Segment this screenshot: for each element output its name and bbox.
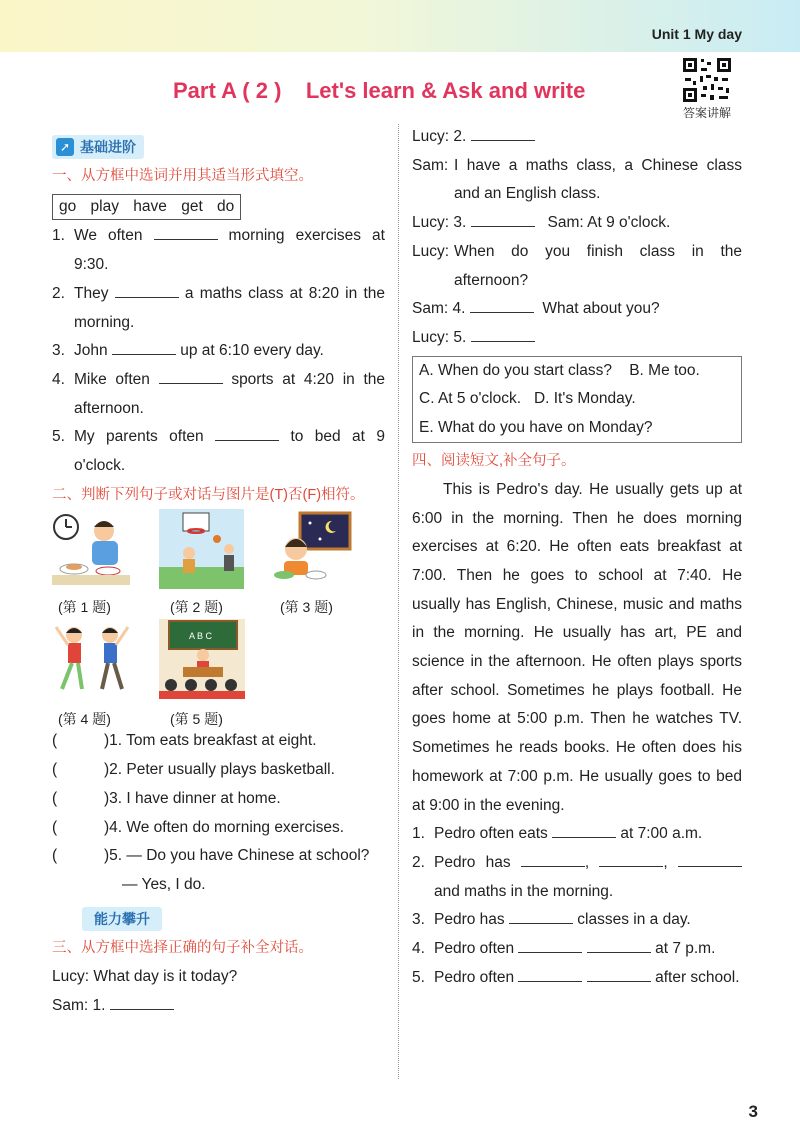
list-item: 4. Pedro often at 7 p.m. [412,935,742,964]
answer-blank[interactable] [470,297,534,313]
dialog-line: Sam: 4. What about you? [412,295,742,324]
tf-item: ( )4. We often do morning exercises. [52,814,385,843]
picture-caption: (第 2 题) [170,599,223,616]
unit-label: Unit 1 My day [651,26,742,42]
answer-blank[interactable] [115,282,179,298]
exercise-picture [52,619,134,699]
badge-advanced: 能力攀升 [82,907,162,931]
list-item: 3. Pedro has classes in a day. [412,906,742,935]
answer-blank[interactable] [471,211,535,227]
section-3-heading: 三、从方框中选择正确的句子补全对话。 [52,940,313,957]
dialog-line: Lucy: When do you finish class in the afternoon? [412,242,742,289]
answer-blank[interactable] [509,908,573,924]
answer-blank[interactable] [587,937,651,953]
section-1-heading: 一、从方框中选词并用其适当形式填空。 [52,167,313,184]
answer-blank[interactable] [518,937,582,953]
classroom-picture [159,619,245,699]
right-column [412,123,742,992]
dialog-line: Lucy: 3. Sam: At 9 o'clock. [412,209,742,238]
picture-caption: (第 1 题) [58,599,111,616]
basketball-picture [159,509,244,589]
list-item: 1. Pedro often eats at 7:00 a.m. [412,820,742,849]
left-column [52,130,385,1020]
answer-blank[interactable] [159,368,223,384]
breakfast-picture [52,509,130,589]
section-4-heading: 四、阅读短文,补全句子。 [412,453,576,470]
dialog-line: Lucy: What day is it today? [52,968,238,986]
picture-caption: (第 3 题) [280,599,333,616]
page-number: 3 [748,1102,758,1121]
answer-blank[interactable] [112,339,176,355]
section-2-heading: 二、判断下列句子或对话与图片是(T)否(F)相符。 [52,486,365,503]
answer-blank[interactable] [521,851,585,867]
answer-blank[interactable] [552,822,616,838]
tf-item: ( )2. Peter usually plays basketball. [52,756,385,785]
reading-passage: This is Pedro's day. He usually gets up at 6:00 in the morning. Then he does morning exercises at 6:20. He often eats breakfast at 7:00. Then he goes to school at 7:40. He usually has English, Chinese, music and maths in the morning. He usually has art, PE and science in the afternoon. He often plays sports after school. Sometimes he plays football. He goes home at 5:00 p.m. Then he watches TV. Sometimes he reads books. He often does his homework at 7:00 p.m. He usually goes to bed at 9:00 in the evening. [412,480,742,814]
tf-item: ( )3. I have dinner at home. [52,785,385,814]
page-title: Part A ( 2 ) Let's learn & Ask and write [173,78,586,103]
answer-blank[interactable] [471,125,535,141]
dialog-line: Lucy: 2. [412,123,742,152]
options-box [412,356,742,444]
qr-caption: 答案讲解 [682,106,731,120]
tf-item-answer: — Yes, I do. [122,875,206,893]
answer-paren[interactable]: ( [52,818,58,836]
column-divider [398,124,399,1079]
list-item: 2. Pedro has , , and maths in the morning. [412,849,742,906]
picture-caption: (第 4 题) [58,711,111,728]
option-line: A. When do you start class? B. Me too. [419,361,700,379]
option-line: E. What do you have on Monday? [419,418,653,436]
badge-basic: ➚ 基础进阶 [52,135,144,159]
answer-paren[interactable]: ( [52,732,58,750]
word-box: go play have get do [52,194,241,220]
list-item: 4. Mike often sports at 4:20 in the afternoon. [52,366,385,423]
answer-blank[interactable] [599,851,663,867]
list-item: 3. John up at 6:10 every day. [52,337,385,366]
answer-blank[interactable] [471,326,535,342]
answer-blank[interactable] [678,851,742,867]
picture-caption: (第 5 题) [170,711,223,728]
dialog-line: Sam: I have a maths class, a Chinese class and an English class. [412,156,742,203]
dialog-line: Sam: 1. [52,992,385,1021]
option-line: C. At 5 o'clock. D. It's Monday. [419,390,636,408]
answer-paren[interactable]: ( [52,761,58,779]
answer-blank[interactable] [110,994,174,1010]
answer-blank[interactable] [154,224,218,240]
svg-text:A B C: A B C [189,631,213,642]
dinner-picture [270,509,352,589]
answer-paren[interactable]: ( [52,847,58,865]
answer-blank[interactable] [518,966,582,982]
list-item: 2. They a maths class at 8:20 in the morning. [52,280,385,337]
list-item: 1. We often morning exercises at 9:30. [52,222,385,279]
picture-grid [52,509,385,739]
answer-blank[interactable] [215,425,279,441]
answer-blank[interactable] [587,966,651,982]
list-item: 5. My parents often to bed at 9 o'clock. [52,423,385,480]
list-item: 5. Pedro often after school. [412,964,742,993]
tf-item: ( )5. — Do you have Chinese at school? [52,842,385,871]
dialog-line: Lucy: 5. [412,324,742,353]
tf-item: ( )1. Tom eats breakfast at eight. [52,727,385,756]
qr-code-icon[interactable] [681,56,733,104]
runner-icon: ➚ [56,138,74,156]
answer-paren[interactable]: ( [52,789,58,807]
